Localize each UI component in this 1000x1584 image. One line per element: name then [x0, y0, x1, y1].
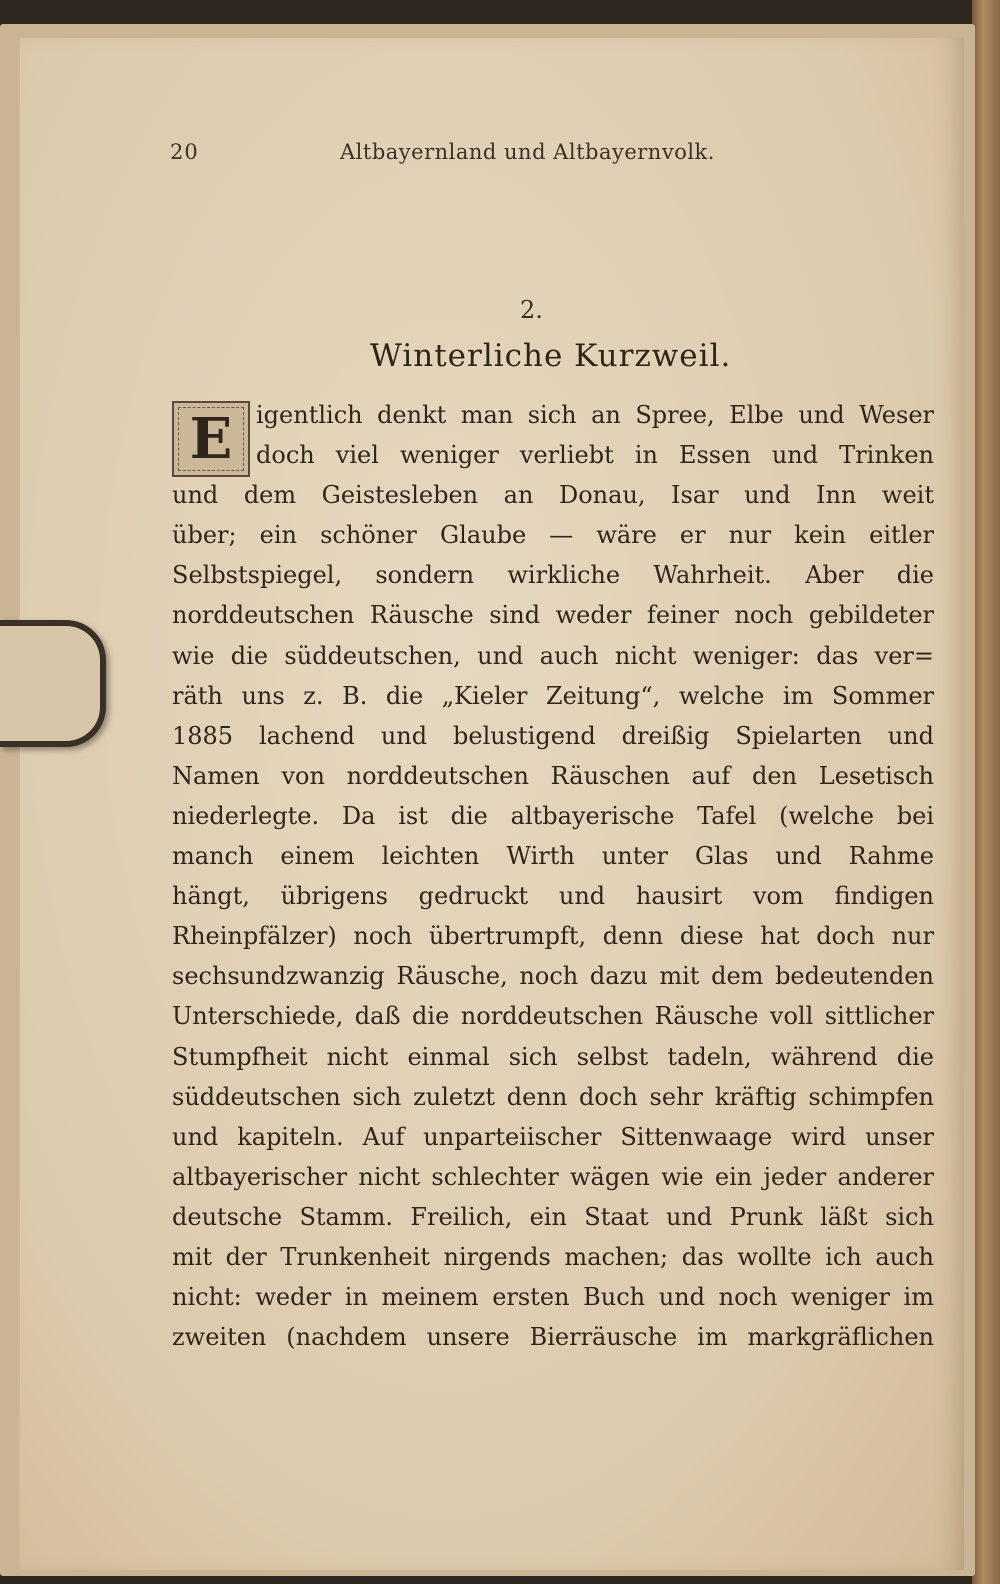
text-line: Selbstspiegel, sondern wirkliche Wahrheit. Aber die: [172, 561, 934, 590]
body-text: [172, 395, 934, 1357]
text-line: altbayerischer nicht schlechter wägen wie ein jeder anderer: [172, 1162, 934, 1191]
text-line: räth uns z. B. die „Kieler Zeitung“, welche im Sommer: [172, 681, 934, 710]
book-edge: [972, 0, 1000, 1584]
text-line: 1885 lachend und belustigend dreißig Spielarten und: [172, 721, 934, 750]
text-line: hängt, übrigens gedruckt und hausirt vom findigen: [172, 882, 934, 911]
text-line: doch viel weniger verliebt in Essen und Trinken: [256, 441, 934, 470]
text-line: und dem Geistesleben an Donau, Isar und Inn weit: [172, 481, 934, 510]
text-line: Unterschiede, daß die norddeutschen Räusche voll sittlicher: [172, 1002, 934, 1031]
running-title: Altbayernland und Altbayernvolk.: [340, 140, 715, 164]
page-header: [170, 140, 760, 172]
text-line: Stumpfheit nicht einmal sich selbst tadeln, während die: [172, 1042, 934, 1071]
text-line: Namen von norddeutschen Räuschen auf den Lesetisch: [172, 761, 934, 790]
text-line: mit der Trunkenheit nirgends machen; das wollte ich auch: [172, 1242, 934, 1271]
text-line: norddeutschen Räusche sind weder feiner noch gebildeter: [172, 601, 934, 630]
text-line: süddeutschen sich zuletzt denn doch sehr kräftig schimpfen: [172, 1082, 934, 1111]
text-line: über; ein schöner Glaube — wäre er nur kein eitler: [172, 521, 934, 550]
text-line: nicht: weder in meinem ersten Buch und noch weniger im: [172, 1283, 934, 1312]
text-line: niederlegte. Da ist die altbayerische Tafel (welche bei: [172, 801, 934, 830]
text-line: deutsche Stamm. Freilich, ein Staat und Prunk läßt sich: [172, 1202, 934, 1231]
text-line: manch einem leichten Wirth unter Glas und Rahme: [172, 842, 934, 871]
section-title: Winterliche Kurzweil.: [370, 338, 732, 374]
text-line: sechsundzwanzig Räusche, noch dazu mit dem bedeutenden: [172, 962, 934, 991]
text-line: Rheinpfälzer) noch übertrumpft, denn diese hat doch nur: [172, 922, 934, 951]
text-line: zweiten (nachdem unsere Bierräusche im markgräflichen: [172, 1323, 934, 1352]
drop-cap-initial: E: [172, 401, 250, 477]
text-line: igentlich denkt man sich an Spree, Elbe und Weser: [256, 401, 934, 429]
section-number: 2.: [520, 296, 543, 324]
text-line: und kapiteln. Auf unparteiischer Sittenwaage wird unser: [172, 1122, 934, 1151]
text-line: wie die süddeutschen, und auch nicht weniger: das ver=: [172, 641, 934, 670]
page-number: 20: [170, 140, 199, 164]
bookmark-clip: [0, 620, 106, 747]
